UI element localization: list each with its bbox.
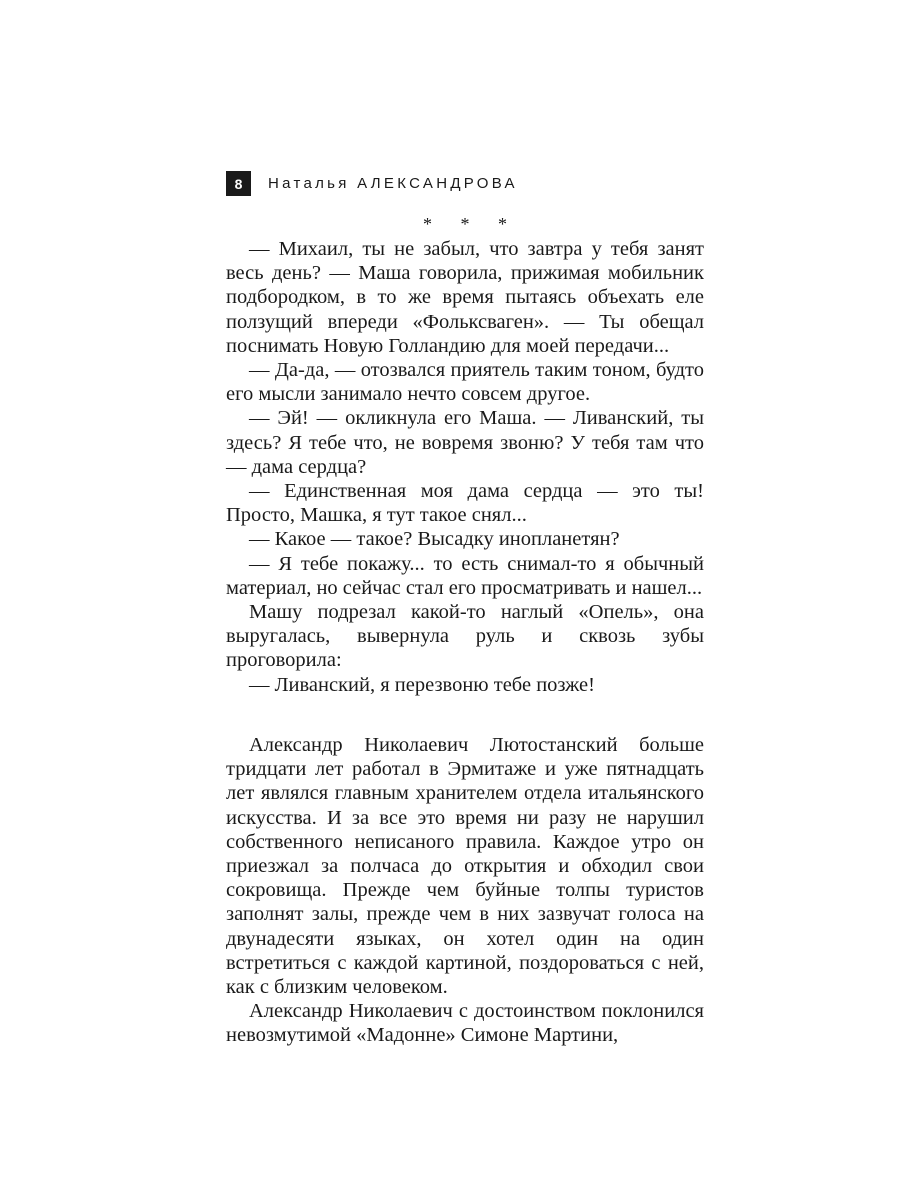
- paragraph: Машу подрезал какой-то наглый «Опель», она выругалась, вывернула руль и сквозь зубы проговорила:: [226, 601, 704, 672]
- paragraph: Александр Николаевич с достоинством поклонился невозмутимой «Мадонне» Симоне Мартини,: [226, 1000, 704, 1047]
- section-break: [226, 709, 704, 733]
- body-text: [226, 212, 704, 1048]
- section-separator: * * *: [423, 214, 519, 234]
- paragraph: Александр Николаевич Лютостанский больше тридцати лет работал в Эрмитаже и уже пятнадцать лет являлся главным хранителем отдела итальянского искусства. И за все это время ни разу не нарушил собственного неписаного правила. Каждое утро он приезжал за полчаса до открытия и обходил свои сокровища. Прежде чем буйные толпы туристов заполнят залы, прежде чем в них зазвучат голоса на двунадесяти языках, он хотел один на один встретиться с каждой картиной, поздороваться с ней, как с близким человеком.: [226, 734, 704, 999]
- paragraph: — Эй! — окликнула его Маша. — Ливанский, ты здесь? Я тебе что, не вовремя звоню? У тебя там что — дама сердца?: [226, 407, 704, 478]
- paragraph: — Да-да, — отозвался приятель таким тоном, будто его мысли занимало нечто совсем другое.: [226, 359, 704, 406]
- paragraph: — Михаил, ты не забыл, что завтра у тебя занят весь день? — Маша говорила, прижимая мобильник подбородком, в то же время пытаясь объехать еле ползущий впереди «Фольксваген». — Ты обещал поснимать Новую Голландию для моей передачи...: [226, 238, 704, 357]
- paragraph: — Ливанский, я перезвоню тебе позже!: [249, 673, 595, 696]
- paragraph: — Единственная моя дама сердца — это ты! Просто, Машка, я тут такое снял...: [226, 480, 704, 527]
- page-header: [226, 171, 518, 196]
- paragraph: — Какое — такое? Высадку инопланетян?: [249, 528, 620, 551]
- running-head: Наталья АЛЕКСАНДРОВА: [268, 175, 518, 192]
- paragraph: — Я тебе покажу... то есть снимал-то я обычный материал, но сейчас стал его просматривать и нашел...: [226, 552, 704, 599]
- page-number: 8: [226, 171, 251, 196]
